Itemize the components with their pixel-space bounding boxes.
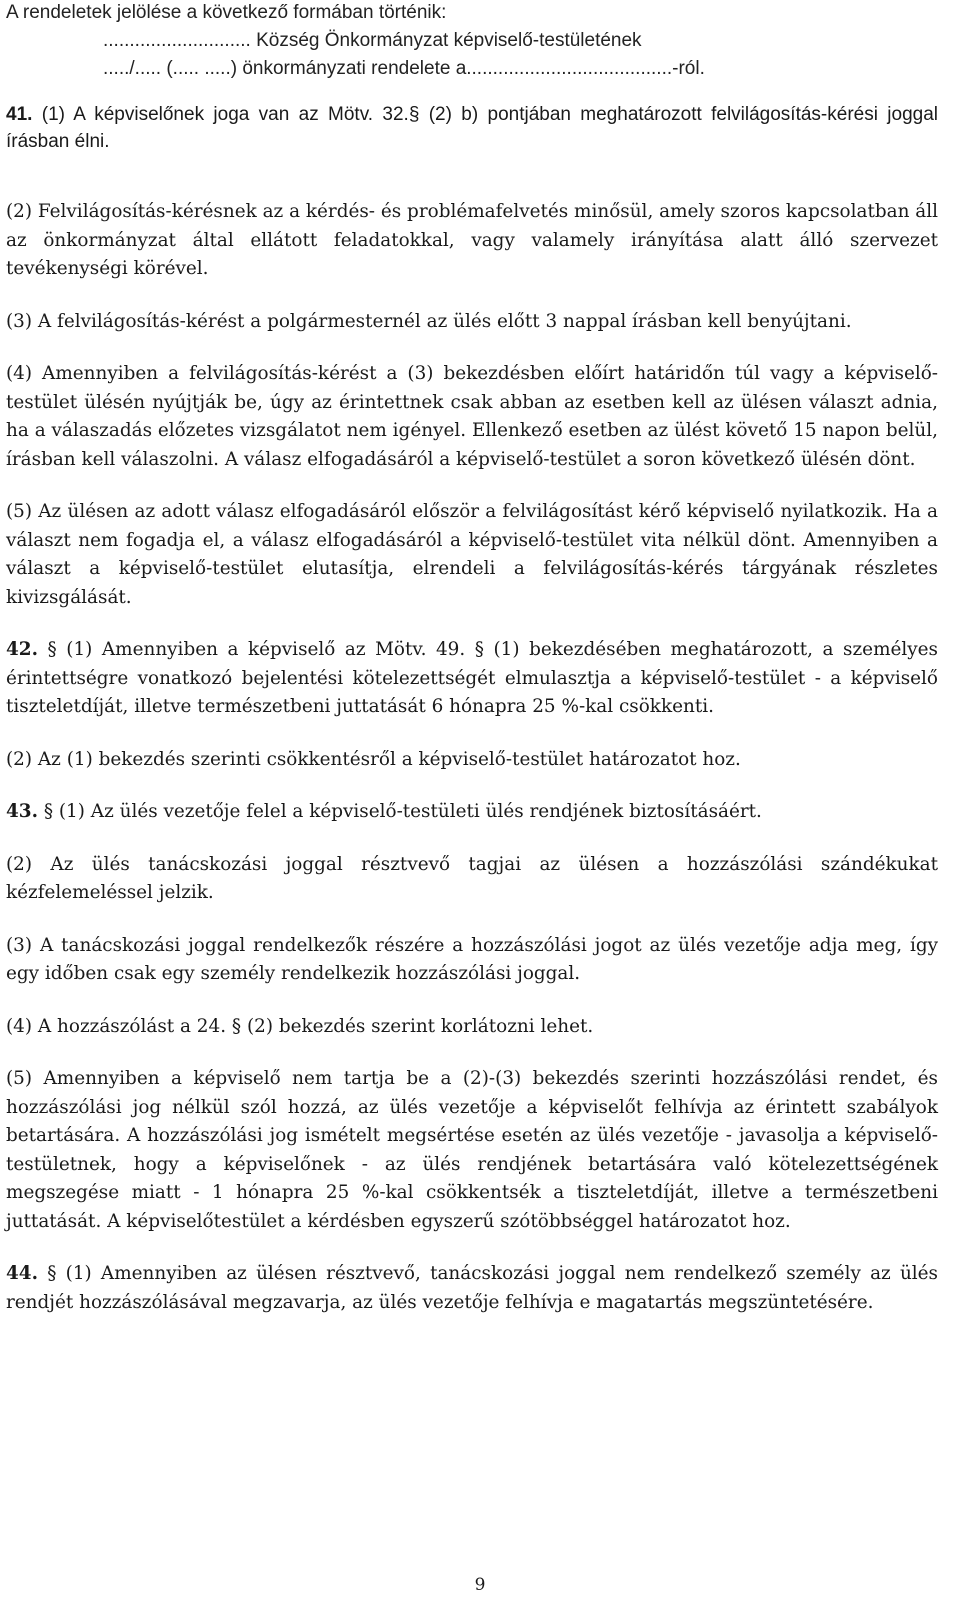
section-44-number: 44. — [6, 1263, 38, 1284]
section-44-text-1: § (1) Amennyiben az ülésen résztvevő, tanácskozási joggal nem rendelkező személy az ülés rendjét hozzászólásával megzavarja, az ülés vezetője felhívja e magatartás megszüntetésére. — [6, 1263, 938, 1313]
intro-block — [6, 0, 938, 83]
section-41-number: 41. — [6, 104, 33, 125]
intro-line-2: ............................ Község Önkormányzat képviselő-testületének — [103, 30, 642, 51]
section-43-paragraph-3: (3) A tanácskozási joggal rendelkezők részére a hozzászólási jogot az ülés vezetője adja meg, így egy időben csak egy személy rendelkezik hozzászólási joggal. — [6, 934, 938, 984]
section-43-paragraph-5: (5) Amennyiben a képviselő nem tartja be a (2)-(3) bekezdés szerinti hozzászólási rendet, és hozzászólási jog nélkül szól hozzá, az ülés vezetője a képviselőt felhívja az érintett szabályok betartására. A hozzászólási jog ismételt megsértése esetén az ülés vezetője - javasolja a képviselő-testületnek, hogy a képviselőnek - az ülés rendjének betartására való kötelezettségének megszegése miatt - 1 hónapra 25 %-kal csökkentsék a tiszteletdíját, illetve a természetbeni juttatását. A képviselőtestület a kérdésben egyszerű szótöbbséggel határozatot hoz. — [6, 1068, 938, 1232]
section-41-paragraph-1 — [6, 101, 938, 155]
section-43-text-1: § (1) Az ülés vezetője felel a képviselő-testületi ülés rendjének biztosításáért. — [38, 801, 762, 822]
section-43-paragraph-2: (2) Az ülés tanácskozási joggal résztvevő tagjai az ülésen a hozzászólási szándékukat kézfelemeléssel jelzik. — [6, 853, 938, 903]
section-42-text-1: § (1) Amennyiben a képviselő az Mötv. 49. § (1) bekezdésében meghatározott, a személyes érintettségre vonatkozó bejelentési kötelezettségét elmulasztja a képviselő-testület - a képviselő tiszteletdíját, illetve természetbeni juttatását 6 hónapra 25 %-kal csökkenti. — [6, 639, 938, 717]
section-41-text-1: (1) A képviselőnek joga van az Mötv. 32.§ (2) b) pontjában meghatározott felvilágosítás-kérési joggal írásban élni. — [6, 104, 938, 152]
section-41-paragraph-2: (2) Felvilágosítás-kérésnek az a kérdés- és problémafelvetés minősül, amely szoros kapcsolatban áll az önkormányzat által ellátott feladatokkal, vagy valamely irányítása alatt álló szervezet tevékenységi körével. — [6, 201, 938, 279]
section-42-paragraph-2: (2) Az (1) bekezdés szerinti csökkentésről a képviselő-testület határozatot hoz. — [6, 748, 741, 770]
page-number: 9 — [474, 1575, 486, 1595]
section-41-paragraph-5: (5) Az ülésen az adott válasz elfogadásáról először a felvilágosítást kérő képviselő nyilatkozik. Ha a választ nem fogadja el, a válasz elfogadásáról a képviselő-testület vita nélkül dönt. Amennyiben a választ a képviselő-testület elutasítja, elrendeli a felvilágosítás-kérés tárgyának részletes kivizsgálását. — [6, 501, 938, 608]
section-41-paragraph-4: (4) Amennyiben a felvilágosítás-kérést a (3) bekezdésben előírt határidőn túl vagy a képviselő-testület ülésén nyújtják be, úgy az érintettnek csak abban az esetben kell az ülésen választ adnia, ha a válaszadás előzetes vizsgálatot nem igényel. Ellenkező esetben az ülést követő 15 napon belül, írásban kell válaszolni. A válasz elfogadásáról a képviselő-testület a soron következő ülésén dönt. — [6, 363, 938, 470]
section-42-paragraph-1 — [6, 636, 938, 722]
section-43-paragraph-4: (4) A hozzászólást a 24. § (2) bekezdés szerint korlátozni lehet. — [6, 1015, 594, 1037]
section-41-paragraph-3: (3) A felvilágosítás-kérést a polgármesternél az ülés előtt 3 nappal írásban kell benyújtani. — [6, 310, 852, 332]
document-page — [6, 0, 938, 1317]
section-43-number: 43. — [6, 801, 38, 822]
section-43-paragraph-1 — [6, 798, 938, 827]
intro-line-3: ...../..... (..... .....) önkormányzati rendelete a.......................................-ról. — [103, 58, 705, 79]
section-42-number: 42. — [6, 639, 38, 660]
intro-line-1: A rendeletek jelölése a következő formában történik: — [6, 2, 447, 23]
section-44-paragraph-1 — [6, 1260, 938, 1317]
